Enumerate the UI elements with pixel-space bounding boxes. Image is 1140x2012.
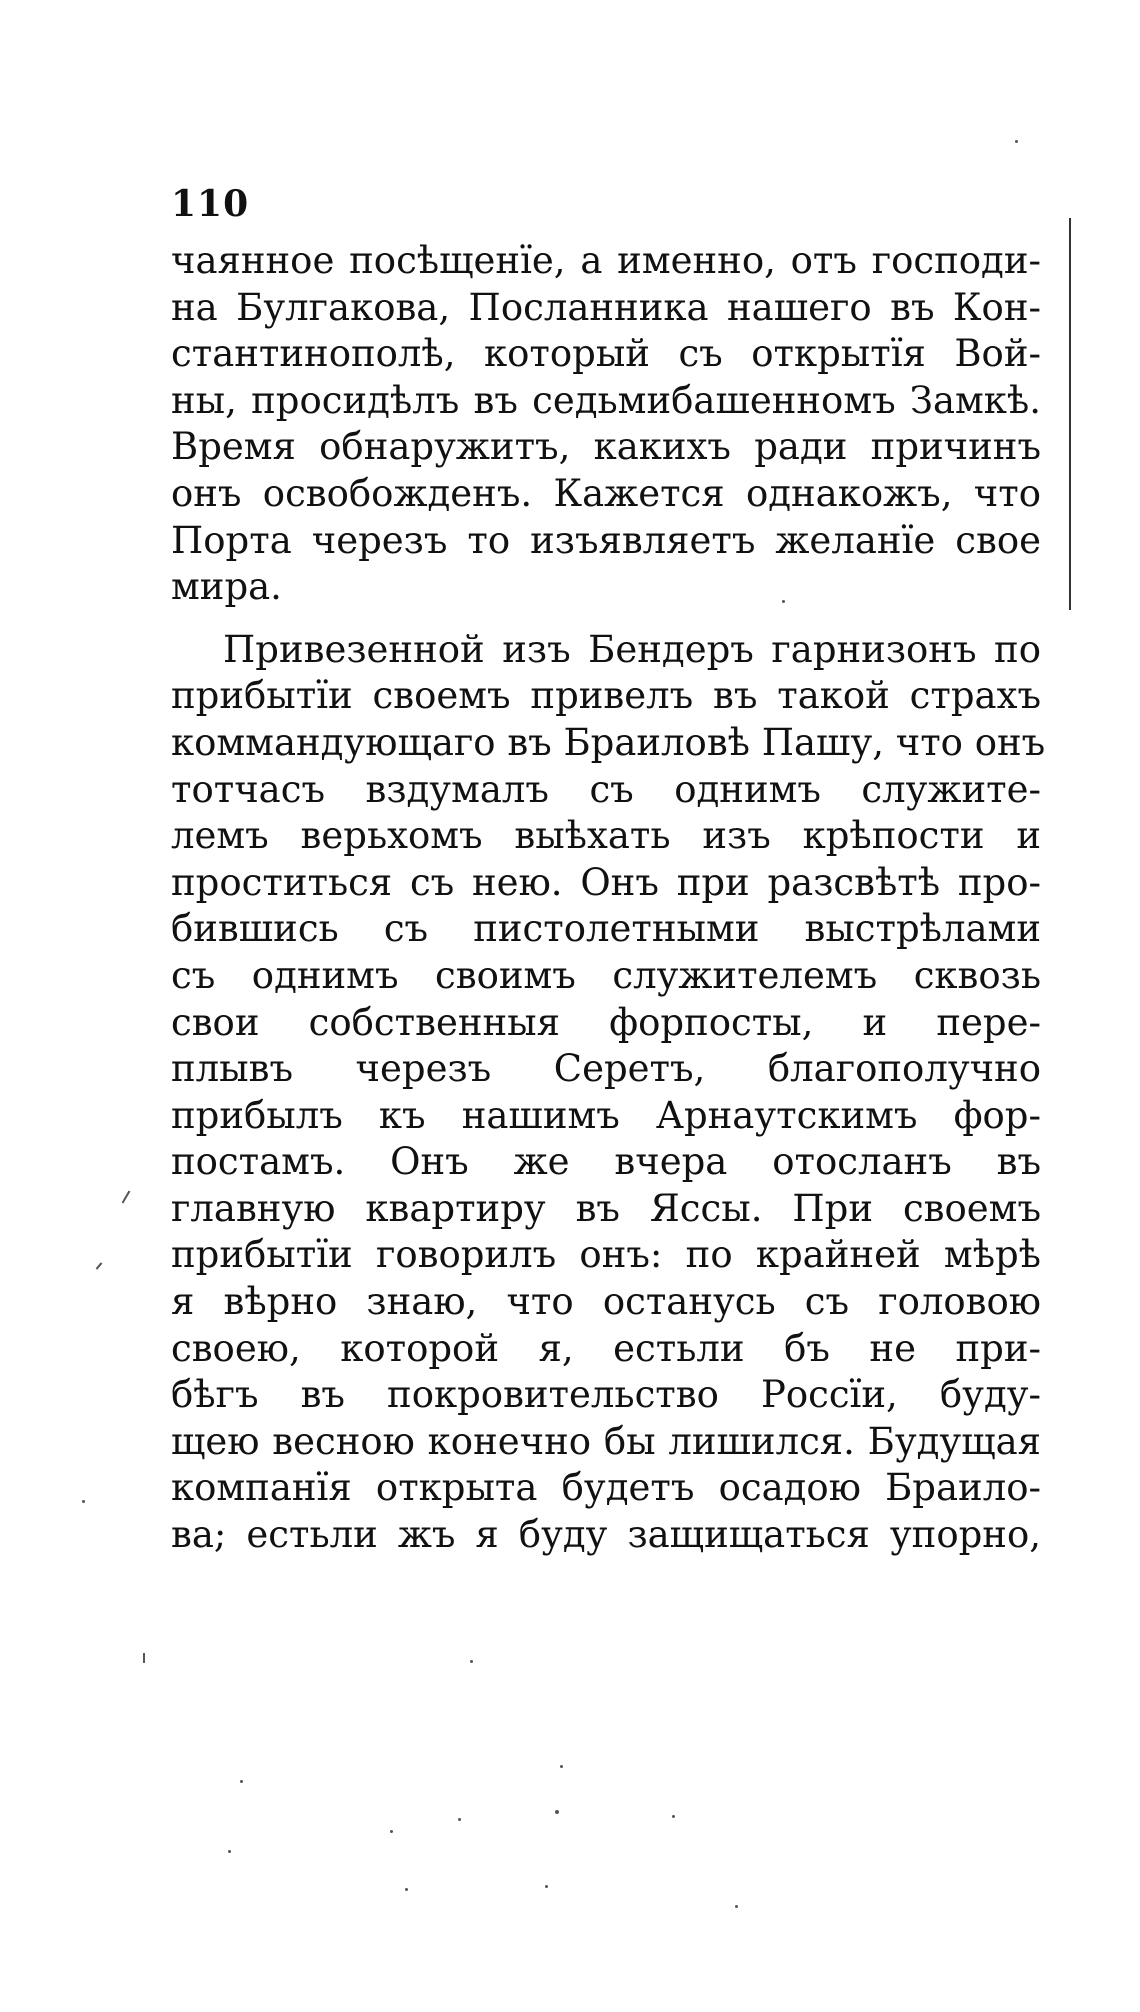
scan-speck <box>405 1888 408 1891</box>
scan-speck <box>458 1818 461 1821</box>
scan-speck <box>560 1765 563 1768</box>
text-line: прибытїи говорилъ онъ: по крайней мѣрѣ <box>171 1233 1041 1277</box>
scan-speck <box>1015 140 1018 143</box>
text-line: онъ освобожденъ. Кажется однакожъ, что <box>171 471 1041 515</box>
scan-mark <box>122 1190 131 1203</box>
scan-speck <box>228 1850 231 1853</box>
text-line: Порта черезъ то изъявляетъ желанїе свое <box>171 518 1041 562</box>
scan-speck <box>555 1810 559 1814</box>
text-line: прибылъ къ нашимъ Арнаутскимъ фор- <box>171 1093 1041 1137</box>
text-line: бѣгъ въ покровительство Россїи, буду- <box>171 1373 1041 1417</box>
paragraph-1 <box>171 238 1041 611</box>
text-line: я вѣрно знаю, что останусь съ головою <box>171 1280 1041 1324</box>
scan-speck <box>470 1660 473 1663</box>
scan-mark <box>143 1653 145 1663</box>
paragraph-2 <box>171 627 1046 1559</box>
text-line: тотчасъ вздумалъ съ однимъ служите- <box>171 767 1041 811</box>
text-line: Привезенной изъ Бендеръ гарнизонъ по <box>223 627 1041 671</box>
text-line: плывъ черезъ Серетъ, благополучно <box>171 1047 1041 1091</box>
text-line: своею, которой я, естьли бъ не при- <box>171 1326 1041 1370</box>
text-line: мира. <box>171 565 282 609</box>
page-number: 110 <box>171 183 250 225</box>
text-line: прибытїи своемъ привелъ въ такой страхъ <box>171 674 1041 718</box>
scan-speck <box>672 1815 675 1818</box>
text-line: лемъ верьхомъ выѣхать изъ крѣпости и <box>171 814 1041 858</box>
text-line: коммандующаго въ Браиловѣ Пашу, что онъ <box>171 720 1046 764</box>
scan-speck <box>545 1885 548 1888</box>
scan-speck <box>735 1905 738 1908</box>
text-line: компанїя открыта будетъ осадою Браило- <box>171 1466 1041 1510</box>
text-line: на Булгакова, Посланника нашего въ Кон- <box>171 285 1041 329</box>
scan-speck <box>782 600 785 603</box>
scan-speck <box>240 1780 243 1783</box>
margin-rule <box>1069 218 1071 610</box>
body-text <box>171 238 1046 1559</box>
text-line: стантинополѣ, который съ открытїя Вой- <box>171 332 1041 376</box>
text-line: главную квартиру въ Яссы. При своемъ <box>171 1186 1041 1230</box>
scan-mark <box>96 1262 103 1269</box>
paragraph-gap <box>171 611 1041 627</box>
text-line: ны, просидѣлъ въ седьмибашенномъ Замкѣ. <box>171 378 1041 422</box>
text-line: щею весною конечно бы лишился. Будущая <box>171 1419 1041 1463</box>
scan-speck <box>390 1830 393 1833</box>
text-line: Время обнаружитъ, какихъ ради причинъ <box>171 425 1041 469</box>
text-line: ва; естьли жъ я буду защищаться упорно, <box>171 1513 1041 1557</box>
scan-speck <box>82 1500 85 1503</box>
text-line: съ однимъ своимъ служителемъ сквозь <box>171 953 1041 997</box>
text-line: чаянное посѣщенїе, а именно, отъ господи- <box>171 239 1041 282</box>
text-line: постамъ. Онъ же вчера отосланъ въ <box>171 1140 1041 1184</box>
text-line: свои собственныя форпосты, и пере- <box>171 1000 1041 1044</box>
text-line: бившись съ пистолетными выстрѣлами <box>171 907 1041 951</box>
text-line: проститься съ нею. Онъ при разсвѣтѣ про- <box>171 860 1041 904</box>
